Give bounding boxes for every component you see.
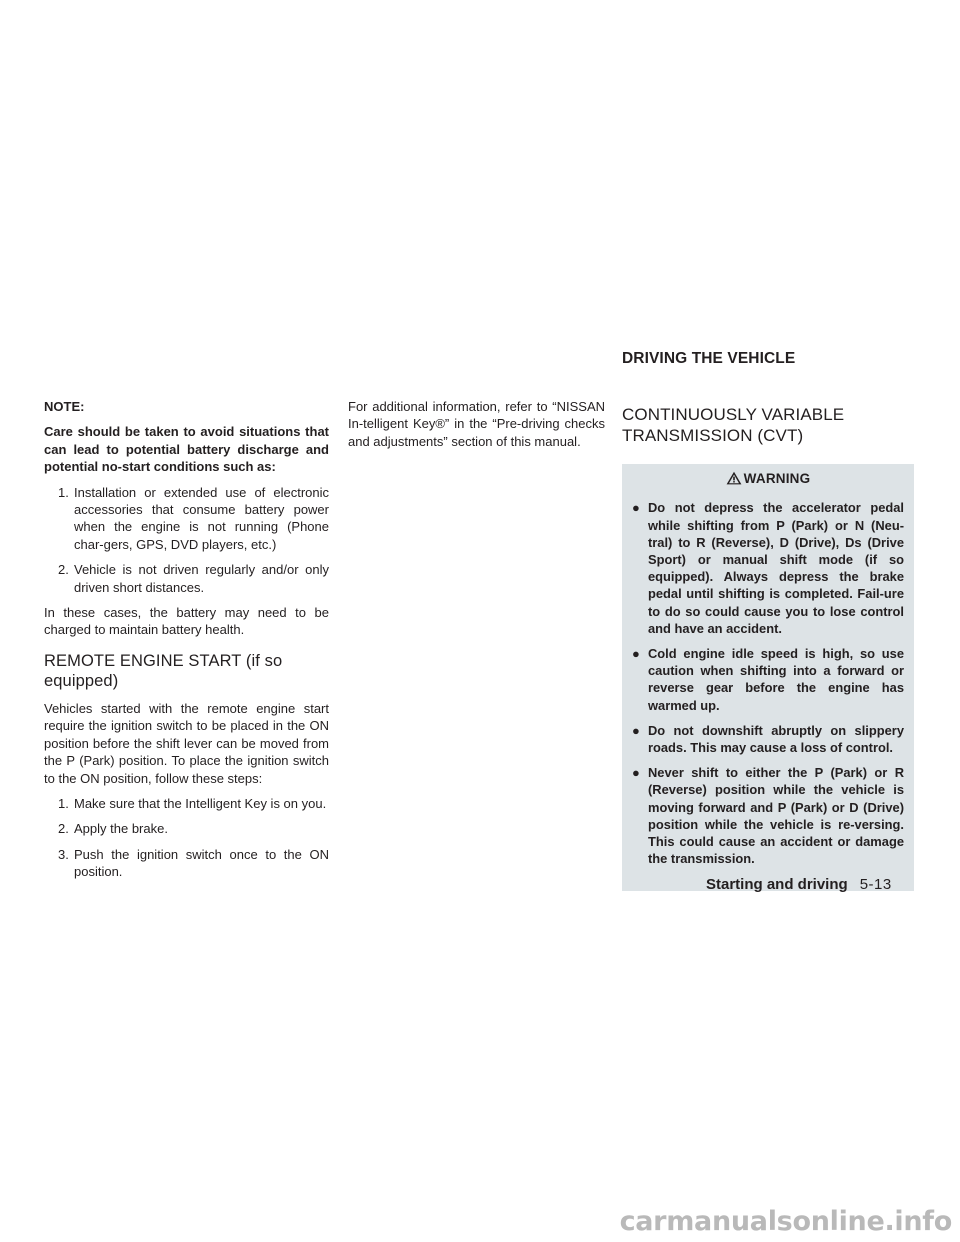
list-item: ● Do not downshift abruptly on slippery roads. This may cause a loss of control. [632, 722, 904, 756]
list-item: 2. Apply the brake. [58, 821, 168, 837]
section-title: DRIVING THE VEHICLE [622, 350, 796, 367]
bullet-icon: ● [632, 646, 640, 662]
remote-start-paragraph: Vehicles started with the remote engine start require the ignition switch to be placed in the ON position before the shift lever can be moved from the P (Park) position. To place the ignition switch to the ON position, follow these steps: [44, 700, 329, 786]
list-item: 1. Make sure that the Intelligent Key is on you. [58, 795, 327, 811]
note-text: Care should be taken to avoid situations that can lead to potential battery discharge and potential no-start conditions such as: [44, 424, 329, 475]
list-item: 3. Push the ignition switch once to the ON position. [58, 846, 329, 880]
cvt-heading: CONTINUOUSLY VARIABLE TRANSMISSION (CVT) [622, 405, 845, 445]
bullet-icon: ● [632, 722, 640, 738]
note-label: NOTE: [44, 399, 85, 414]
remote-start-heading: REMOTE ENGINE START (if so equipped) [44, 651, 283, 690]
warning-triangle-icon [726, 471, 742, 485]
list-item: ● Never shift to either the P (Park) or R (Reverse) position while the vehicle is moving forward and P (Park) or D (Drive) position while the vehicle is re-versing. This could cause an accident or damage the transmission. [632, 765, 904, 867]
column-right [622, 404, 914, 891]
note-list [44, 484, 329, 596]
page-footer [706, 876, 892, 893]
warning-label: WARNING [743, 471, 811, 486]
battery-paragraph: In these cases, the battery may need to be charged to maintain battery health. [44, 605, 329, 638]
list-item: 1. Installation or extended use of electronic accessories that consume battery power when the engine is not running (Phone char-gers, GPS, DVD players, etc.) [58, 484, 329, 552]
page-number: 5-13 [859, 876, 892, 893]
bullet-icon: ● [632, 500, 640, 516]
column-left [44, 398, 329, 889]
list-item: 2. Vehicle is not driven regularly and/or only driven short distances. [58, 562, 329, 595]
warning-list [622, 499, 914, 867]
watermark-text: carmanualsonline.info [619, 1206, 952, 1237]
list-item: ● Do not depress the accelerator pedal while shifting from P (Park) or N (Neu-tral) to R (Reverse), D (Drive), Ds (Drive Sport) or manual shift mode (if so equipped). Always depress the brake pedal until shifting is completed. Fail-ure to do so could cause you to lose control and have an accident. [632, 500, 904, 636]
column-middle [348, 398, 605, 458]
bullet-icon: ● [632, 765, 640, 781]
list-item: ● Cold engine idle speed is high, so use caution when shifting into a forward or reverse gear before the engine has warmed up. [632, 646, 904, 713]
warning-header [622, 470, 914, 487]
reference-paragraph: For additional information, refer to “NISSAN In-telligent Key®” in the “Pre-driving checks and adjustments” section of this manual. [348, 399, 605, 449]
watermark [0, 1205, 960, 1242]
remote-start-steps [44, 795, 329, 881]
chapter-title: Starting and driving [706, 876, 848, 893]
warning-box [622, 464, 914, 891]
